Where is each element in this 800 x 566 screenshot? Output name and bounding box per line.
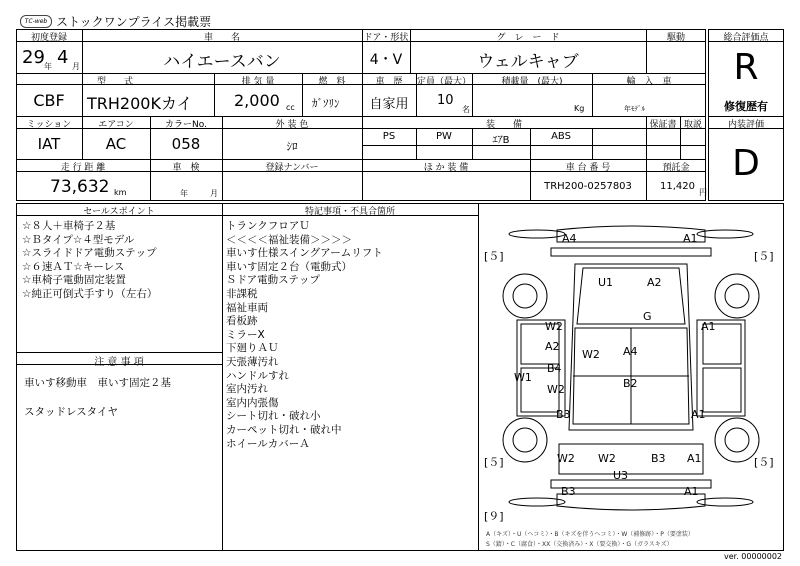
model-prefix: CBF bbox=[33, 91, 65, 110]
diagram-bracket-tl: [５] bbox=[484, 250, 504, 263]
door-label: ドア・形状 bbox=[363, 33, 409, 43]
special-item: カーペット切れ・破れ中 bbox=[226, 423, 342, 436]
special-item: 室内内張傷 bbox=[226, 396, 279, 409]
model-label: 型 式 bbox=[96, 77, 133, 87]
year-unit: 年 bbox=[44, 62, 52, 71]
capacity-label: 定員（最大） bbox=[416, 77, 471, 87]
interior-grade: D bbox=[732, 143, 760, 184]
equip-airbag: ｴｱB bbox=[492, 135, 510, 146]
damage-mark: W2 bbox=[582, 348, 600, 361]
fuel-label: 燃 料 bbox=[318, 77, 346, 87]
damage-mark: A1 bbox=[687, 452, 702, 465]
version-label: ver. 00000002 bbox=[724, 552, 783, 561]
damage-mark: W1 bbox=[514, 371, 532, 384]
damage-mark: A1 bbox=[691, 408, 706, 421]
load-label: 積載量 (最大) bbox=[501, 77, 563, 87]
damage-mark: B2 bbox=[623, 377, 638, 390]
special-item: 非課税 bbox=[226, 287, 258, 300]
first-reg-month: 4 bbox=[57, 47, 69, 68]
cc-unit: cc bbox=[286, 103, 295, 112]
car-name-label: 車 名 bbox=[203, 33, 240, 43]
damage-mark: U3 bbox=[613, 469, 629, 482]
capacity-unit: 名 bbox=[462, 105, 470, 114]
equip-ps: PS bbox=[382, 131, 396, 142]
special-item: 室内汚れ bbox=[226, 383, 268, 396]
chassis-value: TRH200-0257803 bbox=[544, 181, 632, 192]
diagram-legend-2: S（錆）・C（腐食）・XX（交換済み）・X（要交換）・G（ガラスキズ） bbox=[486, 541, 673, 548]
special-item: 福祉車両 bbox=[226, 301, 268, 314]
damage-mark: G bbox=[643, 310, 652, 323]
special-item: 下廻りＡＵ bbox=[226, 342, 279, 355]
special-item: ＜＜＜＜福祉装備＞＞＞＞ bbox=[226, 233, 352, 246]
sales-item: ☆車椅子電動固定装置 bbox=[22, 274, 126, 287]
diagram-bracket-bl: [５] bbox=[484, 456, 504, 469]
fuel-value: ｶﾞｿﾘﾝ bbox=[312, 97, 340, 110]
damage-mark: A4 bbox=[562, 232, 577, 245]
damage-mark: A2 bbox=[647, 276, 662, 289]
damage-mark: B3 bbox=[651, 452, 666, 465]
aircon-label: エアコン bbox=[98, 120, 134, 130]
diagram-bracket-tr: [５] bbox=[754, 250, 774, 263]
aircon-value: AC bbox=[105, 135, 127, 153]
damage-mark: B4 bbox=[547, 362, 562, 375]
page-title: ストックワンプライス掲載票 bbox=[56, 15, 212, 29]
equip-pw: PW bbox=[436, 131, 452, 142]
damage-mark: W2 bbox=[557, 452, 575, 465]
sales-list bbox=[22, 220, 157, 302]
damage-mark: B3 bbox=[556, 408, 571, 421]
diagram-legend-1: A（キズ）・U（ヘコミ）・B（キズを伴うヘコミ）・W（補修跡）・P（要塗装） bbox=[486, 531, 694, 538]
damage-mark: A1 bbox=[701, 320, 716, 333]
chassis-label: 車 台 番 号 bbox=[565, 163, 611, 173]
mission-label: ミッション bbox=[26, 120, 72, 130]
notes-title: 注 意 事 項 bbox=[94, 357, 144, 368]
special-item: 車いす固定２台（電動式） bbox=[226, 260, 352, 273]
model-value: TRH200Kカイ bbox=[87, 94, 193, 113]
special-list bbox=[226, 220, 383, 451]
price-label: 預託金 bbox=[662, 163, 690, 173]
yen-unit: 円 bbox=[699, 188, 707, 197]
damage-mark: W2 bbox=[547, 383, 565, 396]
manual-label: 取説 bbox=[683, 120, 702, 130]
damage-mark: W2 bbox=[598, 452, 616, 465]
special-item: ホイールカバーＡ bbox=[226, 437, 310, 450]
load-unit: Kg bbox=[574, 104, 585, 113]
grade-value: ウェルキャブ bbox=[477, 52, 579, 72]
damage-mark: W2 bbox=[545, 320, 563, 333]
header-logo: TC-web bbox=[20, 15, 52, 28]
inspection-label: 車 検 bbox=[172, 163, 200, 173]
plate-label: 登録ナンバー bbox=[265, 163, 319, 173]
damage-mark: A2 bbox=[545, 340, 560, 353]
ext-color-value: ｼﾛ bbox=[286, 140, 298, 153]
sales-title: セールスポイント bbox=[83, 207, 155, 217]
special-item: Ｓドア電動ステップ bbox=[226, 274, 320, 287]
sales-item: ☆８人＋車椅子２基 bbox=[22, 220, 116, 232]
diagram-bracket-bottom: [９] bbox=[484, 510, 504, 523]
other-equip-label: ほ か 装 備 bbox=[423, 163, 469, 173]
notes-line1: 車いす移動車 車いす固定２基 bbox=[24, 377, 171, 389]
special-item: ミラーX bbox=[226, 328, 265, 341]
car-name: ハイエースバン bbox=[163, 52, 281, 72]
km-unit: km bbox=[114, 188, 127, 197]
sales-item: ☆スライドドア電動ステップ bbox=[22, 247, 157, 260]
color-no-label: カラーNo. bbox=[165, 120, 207, 130]
grade-label: グ レ ー ド bbox=[496, 33, 560, 43]
damage-mark: U1 bbox=[598, 276, 614, 289]
first-reg-label: 初度登録 bbox=[30, 33, 67, 43]
sales-item: ☆純正可倒式手すり（左右） bbox=[22, 287, 158, 300]
special-item: ハンドルすれ bbox=[226, 369, 289, 382]
mission-value: IAT bbox=[37, 135, 61, 153]
damage-mark: A1 bbox=[684, 485, 699, 498]
vehicle-type-label: 車 歴 bbox=[375, 77, 403, 87]
special-item: トランクフロアＵ bbox=[226, 220, 310, 232]
displacement-value: 2,000 bbox=[234, 91, 280, 110]
drive-label: 駆動 bbox=[666, 33, 685, 43]
special-title: 特記事項・不具合箇所 bbox=[304, 207, 395, 217]
displacement-label: 排 気 量 bbox=[241, 77, 275, 87]
capacity-value: 10 bbox=[437, 93, 454, 108]
month-unit: 月 bbox=[72, 62, 80, 71]
damage-mark: A4 bbox=[623, 345, 638, 358]
mileage-label: 走 行 距 離 bbox=[60, 163, 106, 173]
door-value: 4・V bbox=[369, 52, 403, 68]
insp-year: 年 bbox=[180, 189, 188, 198]
sales-item: ☆Ｂタイプ☆４型モデル bbox=[22, 233, 135, 246]
diagram-bracket-br: [５] bbox=[754, 456, 774, 469]
repair-history: 修復歴有 bbox=[724, 100, 768, 113]
equip-abs: ABS bbox=[551, 131, 571, 142]
color-no-value: 058 bbox=[171, 135, 201, 153]
equipment-label: 装 備 bbox=[485, 120, 522, 130]
ext-color-label: 外 装 色 bbox=[275, 120, 309, 130]
warranty-label: 保証書 bbox=[649, 120, 677, 130]
damage-mark: B3 bbox=[561, 485, 576, 498]
import-label: 輸 入 車 bbox=[626, 77, 672, 87]
special-item: 車いす仕様スイングアームリフト bbox=[226, 247, 383, 260]
special-item: シート切れ・破れ小 bbox=[226, 410, 321, 423]
insp-month: 月 bbox=[210, 189, 218, 198]
first-reg-year: 29 bbox=[22, 47, 45, 68]
mileage-value: 73,632 bbox=[50, 177, 110, 197]
special-item: 天張薄汚れ bbox=[226, 355, 279, 368]
notes-line2: スタッドレスタイヤ bbox=[24, 406, 118, 418]
import-note: 年ﾓﾃﾞﾙ bbox=[624, 105, 645, 113]
interior-label: 内装評価 bbox=[727, 120, 764, 130]
sales-item: ☆６速ＡＴ☆キーレス bbox=[22, 260, 125, 273]
special-item: 看板跡 bbox=[226, 315, 258, 328]
vehicle-type-value: 自家用 bbox=[369, 97, 409, 112]
overall-label: 総合評価点 bbox=[723, 33, 769, 43]
vehicle-diagram bbox=[479, 204, 783, 526]
price-value: 11,420 bbox=[660, 181, 695, 192]
damage-mark: A1 bbox=[683, 232, 698, 245]
overall-grade: R bbox=[733, 47, 759, 88]
